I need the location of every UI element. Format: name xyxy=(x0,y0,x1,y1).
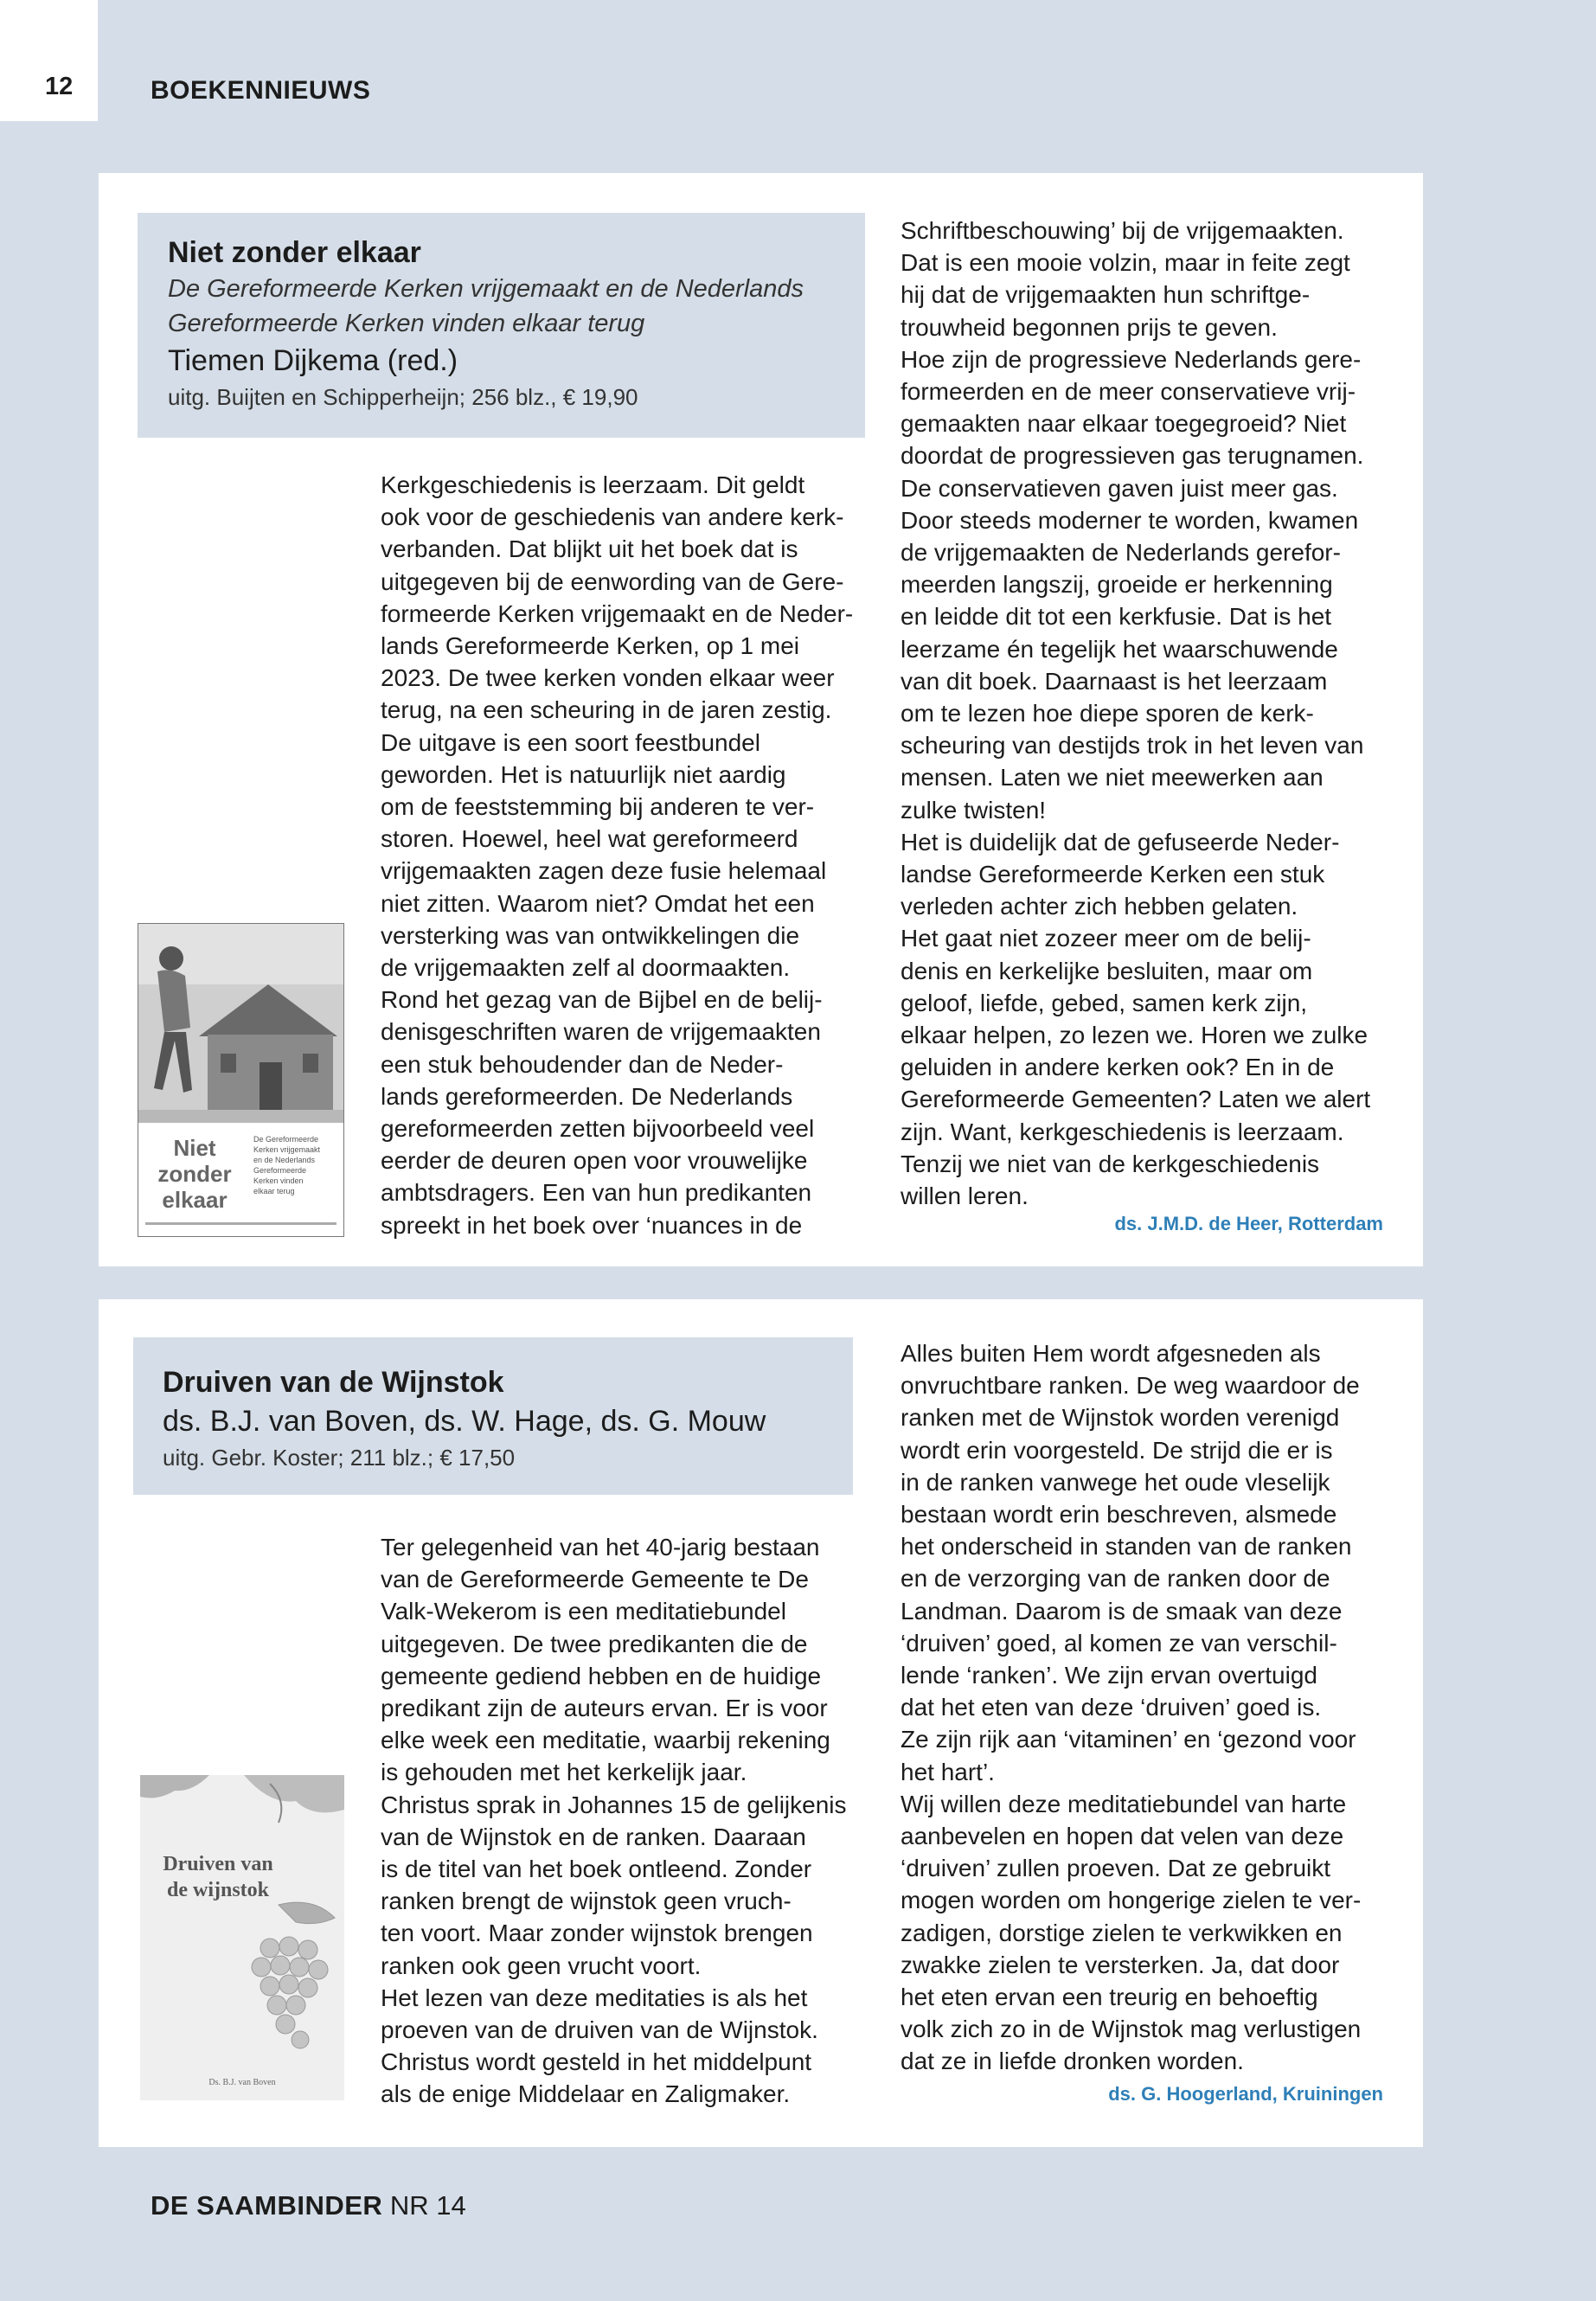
cover-2-title-line-2: de wijnstok xyxy=(166,1879,270,1901)
book-cover-1-image xyxy=(138,924,343,1236)
review-2-title: Druiven van de Wijnstok xyxy=(163,1366,504,1399)
text-line: doordat de progressieven gas terugnamen. xyxy=(901,442,1364,470)
text-line: van dit boek. Daarnaast is het leerzaam xyxy=(901,667,1328,695)
cover-1-side-line-3: en de Nederlands xyxy=(253,1156,316,1164)
text-line: het onderscheid in standen van de ranken xyxy=(901,1533,1352,1561)
text-line: volk zich zo in de Wijnstok mag verlustigen xyxy=(901,2016,1362,2043)
text-line: formeerde Kerken vrijgemaakt en de Neder- xyxy=(381,599,854,627)
text-line: dat ze in liefde dronken worden. xyxy=(901,2048,1244,2075)
text-line: willen leren. xyxy=(901,1183,1029,1210)
text-line: onvruchtbare ranken. De weg waardoor de xyxy=(901,1372,1360,1400)
footer xyxy=(151,2190,466,2221)
text-line: is de titel van het boek ontleend. Zonder xyxy=(381,1856,812,1883)
cover-1-side-line-4: Gereformeerde xyxy=(253,1166,307,1175)
text-line: zwakke zielen te versterken. Ja, dat door xyxy=(901,1951,1340,1978)
text-line: het hart’. xyxy=(901,1758,995,1785)
text-line: Door steeds moderner te worden, kwamen xyxy=(901,506,1359,534)
text-line: elkaar helpen, zo lezen we. Horen we zulke xyxy=(901,1022,1368,1049)
text-line: de vrijgemaakten zelf al doormaakten. xyxy=(381,954,791,982)
review-1-left-column xyxy=(381,469,865,1241)
text-line: hij dat de vrijgemaakten hun schriftge- xyxy=(901,281,1311,309)
text-line: mogen worden om hongerige zielen te ver- xyxy=(901,1887,1362,1914)
review-1-right-column xyxy=(901,215,1402,1212)
review-2-signature: ds. G. Hoogerland, Kruiningen xyxy=(1108,2083,1383,2105)
text-line: Landman. Daarom is de smaak van deze xyxy=(901,1597,1343,1625)
text-line: uitgegeven. De twee predikanten die de xyxy=(381,1630,808,1657)
review-card-1 xyxy=(99,173,1423,1266)
text-line: zijn. Want, kerkgeschiedenis is leerzaam. xyxy=(901,1118,1344,1145)
review-2-authors: ds. B.J. van Boven, ds. W. Hage, ds. G. Mouw xyxy=(163,1405,766,1438)
text-line: Dat is een mooie volzin, maar in feite zegt xyxy=(901,249,1350,277)
text-line: spreekt in het boek over ‘nuances in de xyxy=(381,1211,803,1239)
text-line: mensen. Laten we niet meewerken aan xyxy=(901,764,1324,792)
text-line: lende ‘ranken’. We zijn ervan overtuigd xyxy=(901,1662,1317,1689)
text-line: Het is duidelijk dat de gefuseerde Neder- xyxy=(901,828,1340,856)
review-1-publisher: uitg. Buijten en Schipperheijn; 256 blz., € 19,90 xyxy=(168,384,638,410)
cover-1-title-line-3: elkaar xyxy=(162,1187,228,1213)
text-line: dat het eten van deze ‘druiven’ goed is. xyxy=(901,1694,1322,1721)
text-line: zadigen, dorstige zielen te verkwikken en xyxy=(901,1919,1343,1946)
text-line: om te lezen hoe diepe sporen de kerk- xyxy=(901,700,1314,727)
cover-1-title-line-2: zonder xyxy=(157,1161,232,1187)
footer-issue: NR 14 xyxy=(389,2190,466,2221)
text-line: ‘druiven’ zullen proeven. Dat ze gebruikt xyxy=(901,1855,1331,1882)
review-2-right-column xyxy=(901,1337,1402,2078)
text-line: wordt erin voorgesteld. De strijd die er is xyxy=(901,1436,1333,1464)
text-line: Ter gelegenheid van het 40-jarig bestaan xyxy=(381,1534,820,1561)
text-line: eerder de deuren open voor vrouwelijke xyxy=(381,1147,808,1175)
text-line: zulke twisten! xyxy=(901,796,1047,824)
text-line: Valk-Wekerom is een meditatiebundel xyxy=(381,1598,786,1625)
text-line: versterking was van ontwikkelingen die xyxy=(381,921,800,949)
text-line: niet zitten. Waarom niet? Omdat het een xyxy=(381,889,815,917)
text-line: landse Gereformeerde Kerken een stuk xyxy=(901,861,1325,888)
text-line: Gereformeerde Gemeenten? Laten we alert xyxy=(901,1086,1371,1113)
book-cover-2-image xyxy=(140,1775,344,2100)
text-line: denis en kerkelijke besluiten, maar om xyxy=(901,957,1313,984)
text-line: Het gaat niet zozeer meer om de belij- xyxy=(901,925,1311,952)
page-number: 12 xyxy=(45,73,74,100)
review-card-2 xyxy=(99,1299,1423,2147)
text-line: Wij willen deze meditatiebundel van harte xyxy=(901,1790,1347,1817)
book-cover-druiven-van-de-wijnstok xyxy=(140,1775,344,2100)
text-line: De uitgave is een soort feestbundel xyxy=(381,728,760,756)
text-line: en leidde dit tot een kerkfusie. Dat is het xyxy=(901,603,1332,631)
text-line: gemaakten naar elkaar toegegroeid? Niet xyxy=(901,410,1347,438)
cover-2-title-line-1: Druiven van xyxy=(163,1853,273,1875)
text-line: ranken met de Wijnstok worden verenigd xyxy=(901,1404,1340,1432)
cover-1-title-line-1: Niet xyxy=(173,1135,216,1161)
text-line: Kerkgeschiedenis is leerzaam. Dit geldt xyxy=(381,471,805,498)
text-line: ranken brengt de wijnstok geen vruch- xyxy=(381,1888,792,1915)
text-line: ranken ook geen vrucht voort. xyxy=(381,1952,702,1979)
review-1-author: Tiemen Dijkema (red.) xyxy=(168,344,458,377)
text-line: van de Wijnstok en de ranken. Daaraan xyxy=(381,1823,806,1850)
footer-magazine: DE SAAMBINDER xyxy=(151,2190,383,2221)
text-line: gemeente gediend hebben en de huidige xyxy=(381,1662,822,1689)
text-line: ‘druiven’ goed, al komen ze van verschil- xyxy=(901,1629,1337,1657)
review-1-title: Niet zonder elkaar xyxy=(168,236,421,269)
text-line: Alles buiten Hem wordt afgesneden als xyxy=(901,1340,1321,1367)
text-line: uitgegeven bij de eenwording van de Gere- xyxy=(381,567,844,595)
text-line: geluiden in andere kerken ook? En in de xyxy=(901,1054,1335,1081)
text-line: aanbevelen en hopen dat velen van deze xyxy=(901,1823,1344,1850)
text-line: elke week een meditatie, waarbij rekening xyxy=(381,1727,830,1754)
review-1-header xyxy=(138,213,865,438)
review-1-signature: ds. J.M.D. de Heer, Rotterdam xyxy=(1114,1213,1383,1234)
text-line: denisgeschriften waren de vrijgemaakten xyxy=(381,1018,821,1046)
text-line: Christus wordt gesteld in het middelpunt xyxy=(381,2048,812,2076)
section-label: BOEKENNIEUWS xyxy=(151,76,371,105)
text-line: ten voort. Maar zonder wijnstok brengen xyxy=(381,1920,813,1947)
text-line: het eten ervan een treurig en behoeftig xyxy=(901,1984,1318,2011)
book-cover-niet-zonder-elkaar xyxy=(138,923,344,1237)
page-number-box xyxy=(0,0,98,121)
book-cover-2-author: Ds. B.J. van Boven xyxy=(208,2078,276,2087)
text-line: bestaan wordt erin beschreven, alsmede xyxy=(901,1501,1337,1529)
text-line: lands Gereformeerde Kerken, op 1 mei xyxy=(381,632,800,660)
text-line: van de Gereformeerde Gemeente te De xyxy=(381,1566,809,1593)
text-line: 2023. De twee kerken vonden elkaar weer xyxy=(381,664,835,692)
text-line: Hoe zijn de progressieve Nederlands gere- xyxy=(901,345,1362,373)
cover-1-side-line-6: elkaar terug xyxy=(253,1187,295,1195)
text-line: verleden achter zich hebben gelaten. xyxy=(901,893,1298,920)
text-line: verbanden. Dat blijkt uit het boek dat is xyxy=(381,535,798,563)
text-line: scheuring van destijds trok in het leven van xyxy=(901,732,1364,760)
text-line: trouwheid begonnen prijs te geven. xyxy=(901,313,1278,341)
review-1-subtitle-line-2: Gereformeerde Kerken vinden elkaar terug xyxy=(168,310,645,337)
cover-1-side-line-1: De Gereformeerde xyxy=(253,1135,319,1144)
text-line: geworden. Het is natuurlijk niet aardig xyxy=(381,760,786,788)
text-line: storen. Hoewel, heel wat gereformeerd xyxy=(381,825,798,853)
cover-1-side-line-2: Kerken vrijgemaakt xyxy=(253,1145,321,1154)
text-line: vrijgemaakten zagen deze fusie helemaal xyxy=(381,857,827,885)
text-line: formeerden en de meer conservatieve vrij- xyxy=(901,378,1356,406)
text-line: in de ranken vanwege het oude vleselijk xyxy=(901,1468,1330,1496)
text-line: als de enige Middelaar en Zaligmaker. xyxy=(381,2080,791,2108)
text-line: de vrijgemaakten de Nederlands gerefor- xyxy=(901,539,1341,567)
review-2-publisher: uitg. Gebr. Koster; 211 blz.; € 17,50 xyxy=(163,1445,516,1471)
text-line: ook voor de geschiedenis van andere kerk- xyxy=(381,503,844,531)
text-line: gereformeerden zetten bijvoorbeeld veel xyxy=(381,1115,815,1143)
text-line: een stuk behoudender dan de Neder- xyxy=(381,1050,784,1078)
text-line: Tenzij we niet van de kerkgeschiedenis xyxy=(901,1150,1320,1177)
review-1-subtitle-line-1: De Gereformeerde Kerken vrijgemaakt en de Nederlands xyxy=(168,275,804,303)
cover-1-side-line-5: Kerken vinden xyxy=(253,1176,304,1185)
text-line: De conservatieven gaven juist meer gas. xyxy=(901,474,1338,502)
text-line: om de feeststemming bij anderen te ver- xyxy=(381,793,815,821)
text-line: is gehouden met het kerkelijk jaar. xyxy=(381,1759,747,1786)
review-2-header xyxy=(133,1337,853,1495)
text-line: Ze zijn rijk aan ‘vitaminen’ en ‘gezond voor xyxy=(901,1726,1356,1753)
text-line: proeven van de druiven van de Wijnstok. xyxy=(381,2016,818,2044)
text-line: ambtsdragers. Een van hun predikanten xyxy=(381,1179,812,1207)
text-line: geloof, liefde, gebed, samen kerk zijn, xyxy=(901,989,1308,1016)
text-line: lands gereformeerden. De Nederlands xyxy=(381,1082,793,1110)
text-line: Christus sprak in Johannes 15 de gelijkenis xyxy=(381,1791,847,1818)
text-line: Schriftbeschouwing’ bij de vrijgemaakten. xyxy=(901,217,1344,244)
text-line: predikant zijn de auteurs ervan. Er is voor xyxy=(381,1695,828,1722)
text-line: en de verzorging van de ranken door de xyxy=(901,1565,1330,1593)
text-line: leerzame én tegelijk het waarschuwende xyxy=(901,635,1338,663)
text-line: Rond het gezag van de Bijbel en de belij- xyxy=(381,986,823,1014)
text-line: meerden langszij, groeide er herkenning xyxy=(901,571,1333,599)
text-line: Het lezen van deze meditaties is als het xyxy=(381,1984,808,2011)
review-2-left-column xyxy=(381,1531,865,2111)
text-line: terug, na een scheuring in de jaren zestig. xyxy=(381,696,832,724)
